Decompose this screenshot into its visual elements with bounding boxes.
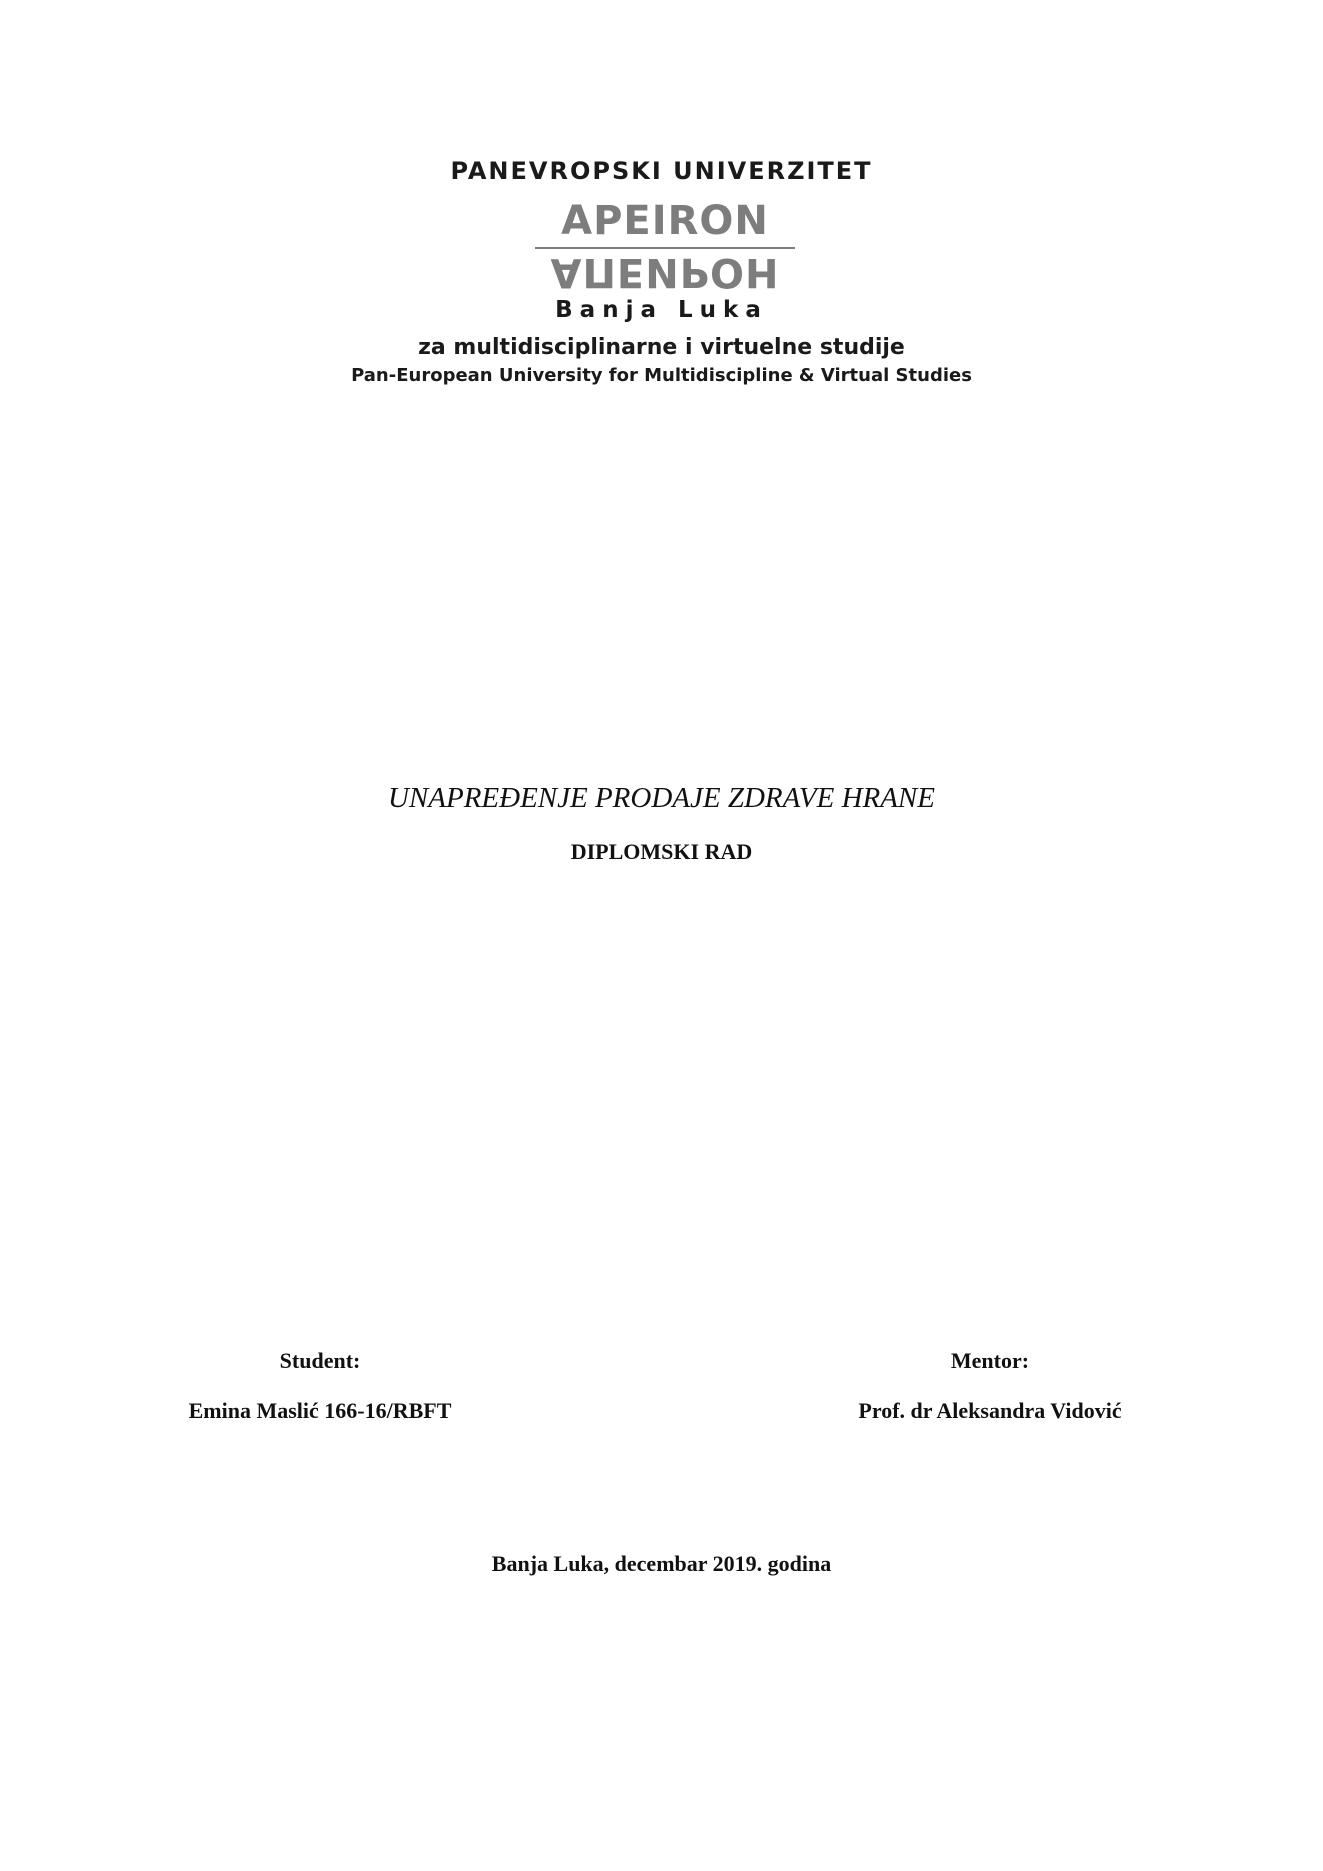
logo-wordmark: APEIRON (561, 198, 769, 244)
document-type: DIPLOMSKI RAD (570, 839, 753, 864)
university-name (0, 156, 1323, 186)
university-name-first: PANEVROPSKI (450, 157, 663, 185)
student-name: Emina Maslić 166-16/RBFT (188, 1398, 452, 1423)
logo-wordmark-mirrored: АПЕИРОН (550, 249, 780, 295)
university-subtitle-english: Pan-European University for Multidiscipline & Virtual Studies (351, 365, 972, 386)
student-label: Student: (279, 1348, 361, 1373)
mentor-label: Mentor: (950, 1348, 1030, 1373)
university-name-second: UNIVERZITET (673, 157, 873, 185)
university-subtitle-local: za multidisciplinarne i virtuelne studije (418, 335, 905, 360)
mentor-name: Prof. dr Aleksandra Vidović (858, 1398, 1122, 1423)
student-block (140, 1347, 500, 1425)
university-city: Banja Luka (555, 297, 768, 323)
apeiron-logo (535, 194, 795, 304)
thesis-title: UNAPREĐENJE PRODAJE ZDRAVE HRANE (387, 782, 935, 814)
mentor-block (790, 1347, 1190, 1425)
place-and-date: Banja Luka, decembar 2019. godina (491, 1551, 832, 1576)
